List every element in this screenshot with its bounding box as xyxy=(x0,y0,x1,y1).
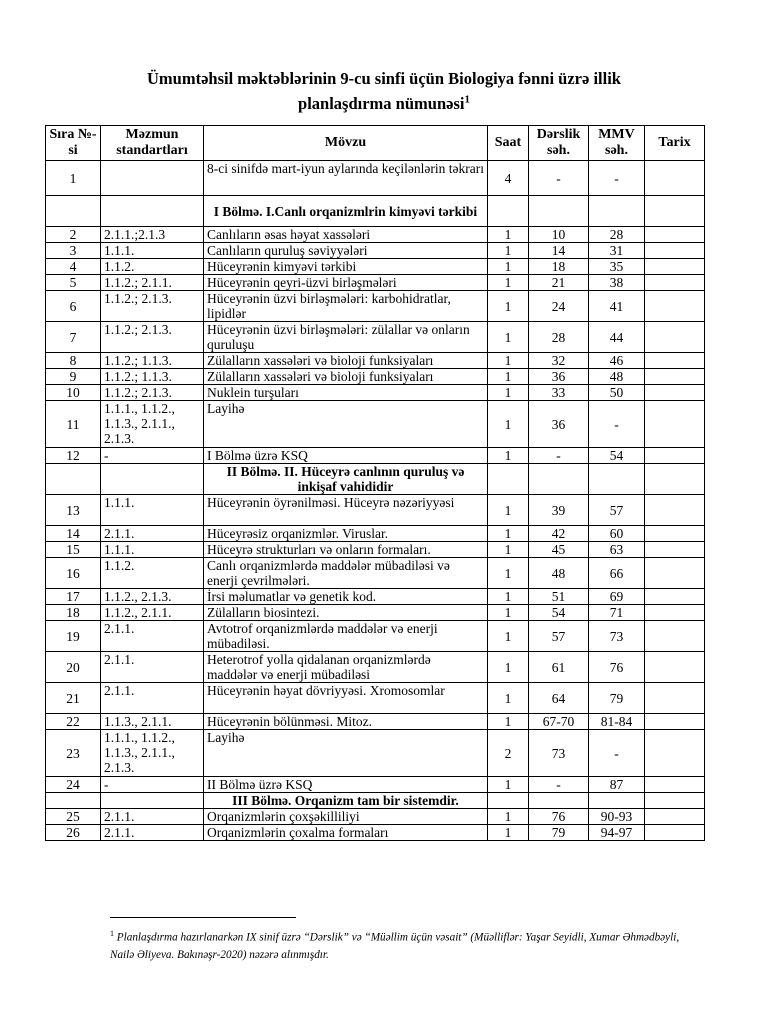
table-row xyxy=(46,730,705,777)
table-row xyxy=(46,809,705,825)
cell-mmv-page: 79 xyxy=(589,683,645,714)
cell-no: 13 xyxy=(46,495,101,526)
cell-no xyxy=(46,196,101,227)
cell-no xyxy=(46,793,101,809)
cell-textbook-page: 54 xyxy=(529,605,589,621)
cell-hours: 1 xyxy=(488,353,529,369)
cell-no: 1 xyxy=(46,161,101,196)
cell-mmv-page: 76 xyxy=(589,652,645,683)
cell-hours: 1 xyxy=(488,621,529,652)
section-row xyxy=(46,793,705,809)
cell-mmv-page: 57 xyxy=(589,495,645,526)
cell-date xyxy=(645,542,705,558)
cell-textbook-page: 64 xyxy=(529,683,589,714)
cell-no: 4 xyxy=(46,259,101,275)
cell-mmv-page: 81-84 xyxy=(589,714,645,730)
section-title: I Bölmə. I.Canlı orqanizmlrin kimyəvi tərkibi xyxy=(204,196,488,227)
cell-no: 26 xyxy=(46,825,101,841)
cell-mmv-page xyxy=(589,793,645,809)
cell-topic: II Bölmə üzrə KSQ xyxy=(204,777,488,793)
cell-hours: 1 xyxy=(488,259,529,275)
cell-topic: Hüceyrənin bölünməsi. Mitoz. xyxy=(204,714,488,730)
cell-topic: İrsi məlumatlar və genetik kod. xyxy=(204,589,488,605)
cell-mmv-page: 38 xyxy=(589,275,645,291)
cell-standards: 1.1.2., 2.1.3. xyxy=(101,589,204,605)
cell-standards: 2.1.1. xyxy=(101,621,204,652)
cell-hours: 1 xyxy=(488,448,529,464)
cell-no: 22 xyxy=(46,714,101,730)
footnote-reference: 1 xyxy=(464,93,470,106)
cell-textbook-page: 51 xyxy=(529,589,589,605)
cell-mmv-page: 69 xyxy=(589,589,645,605)
cell-topic: Hüceyrənin qeyri-üzvi birləşmələri xyxy=(204,275,488,291)
cell-standards xyxy=(101,793,204,809)
table-row xyxy=(46,227,705,243)
cell-textbook-page: - xyxy=(529,777,589,793)
cell-topic: Orqanizmlərin çoxalma formaları xyxy=(204,825,488,841)
cell-standards: - xyxy=(101,777,204,793)
cell-standards: 1.1.2.; 2.1.3. xyxy=(101,385,204,401)
cell-hours: 1 xyxy=(488,825,529,841)
document-title xyxy=(0,66,768,116)
cell-mmv-page: 31 xyxy=(589,243,645,259)
cell-topic: Canlıların əsas həyat xassələri xyxy=(204,227,488,243)
cell-topic: Layihə xyxy=(204,401,488,448)
cell-mmv-page: 50 xyxy=(589,385,645,401)
cell-standards: 1.1.3., 2.1.1. xyxy=(101,714,204,730)
cell-textbook-page xyxy=(529,793,589,809)
header-topic: Mövzu xyxy=(204,126,488,161)
cell-standards: 2.1.1. xyxy=(101,683,204,714)
table-row xyxy=(46,589,705,605)
cell-date xyxy=(645,777,705,793)
cell-date xyxy=(645,161,705,196)
cell-standards xyxy=(101,161,204,196)
cell-topic: I Bölmə üzrə KSQ xyxy=(204,448,488,464)
cell-standards: 2.1.1. xyxy=(101,526,204,542)
cell-standards: 1.1.2., 2.1.1. xyxy=(101,605,204,621)
cell-no: 15 xyxy=(46,542,101,558)
cell-standards xyxy=(101,196,204,227)
cell-textbook-page: 39 xyxy=(529,495,589,526)
table-row xyxy=(46,275,705,291)
cell-date xyxy=(645,448,705,464)
cell-hours: 1 xyxy=(488,714,529,730)
table-row xyxy=(46,385,705,401)
cell-hours xyxy=(488,196,529,227)
cell-date xyxy=(645,683,705,714)
cell-no: 19 xyxy=(46,621,101,652)
cell-no: 23 xyxy=(46,730,101,777)
table-row xyxy=(46,683,705,714)
cell-no: 11 xyxy=(46,401,101,448)
cell-textbook-page: 57 xyxy=(529,621,589,652)
cell-date xyxy=(645,825,705,841)
cell-mmv-page: 94-97 xyxy=(589,825,645,841)
cell-no: 21 xyxy=(46,683,101,714)
cell-standards: 1.1.2. xyxy=(101,558,204,589)
cell-no xyxy=(46,464,101,495)
cell-date xyxy=(645,809,705,825)
table-body xyxy=(46,161,705,841)
cell-mmv-page: 63 xyxy=(589,542,645,558)
cell-no: 18 xyxy=(46,605,101,621)
cell-date xyxy=(645,243,705,259)
table-row xyxy=(46,652,705,683)
cell-topic: Hüceyrənin öyrənilməsi. Hüceyrə nəzəriyyəsi xyxy=(204,495,488,526)
table-row xyxy=(46,259,705,275)
cell-hours: 1 xyxy=(488,227,529,243)
table-row xyxy=(46,714,705,730)
cell-hours: 1 xyxy=(488,526,529,542)
footnote xyxy=(110,925,702,964)
cell-hours: 1 xyxy=(488,777,529,793)
cell-hours: 1 xyxy=(488,385,529,401)
footnote-text: Planlaşdırma hazırlanarkən IX sinif üzrə “Dərslik” və “Müəllim üçün vəsait” (Müəlliflər: Yaşar Seyidli, Xumar Əhmədbəyli, Nailə Əliyeva. Bakınəşr-2020) nəzərə alınmışdır. xyxy=(110,931,680,961)
header-no: Sıra №-si xyxy=(46,126,101,161)
section-title: III Bölmə. Orqanizm tam bir sistemdir. xyxy=(204,793,488,809)
cell-textbook-page xyxy=(529,196,589,227)
cell-mmv-page xyxy=(589,464,645,495)
cell-date xyxy=(645,558,705,589)
cell-date xyxy=(645,353,705,369)
cell-mmv-page: 44 xyxy=(589,322,645,353)
table-row xyxy=(46,495,705,526)
cell-hours: 1 xyxy=(488,683,529,714)
cell-textbook-page: - xyxy=(529,161,589,196)
cell-date xyxy=(645,605,705,621)
cell-hours: 1 xyxy=(488,322,529,353)
cell-topic: 8-ci sinifdə mart-iyun aylarında keçilənlərin təkrarı xyxy=(204,161,488,196)
cell-textbook-page: 32 xyxy=(529,353,589,369)
cell-topic: Zülalların xassələri və bioloji funksiyaları xyxy=(204,369,488,385)
cell-date xyxy=(645,464,705,495)
title-line-2-text: planlaşdırma nümunəsi xyxy=(298,94,465,113)
footnote-divider xyxy=(110,917,296,918)
cell-no: 24 xyxy=(46,777,101,793)
cell-mmv-page: 60 xyxy=(589,526,645,542)
cell-mmv-page: 46 xyxy=(589,353,645,369)
cell-topic: Zülalların biosintezi. xyxy=(204,605,488,621)
cell-mmv-page: 90-93 xyxy=(589,809,645,825)
cell-date xyxy=(645,526,705,542)
cell-standards: 1.1.2.; 2.1.3. xyxy=(101,322,204,353)
table-row xyxy=(46,353,705,369)
cell-date xyxy=(645,793,705,809)
cell-topic: Hüceyrənin həyat dövriyyəsi. Xromosomlar xyxy=(204,683,488,714)
cell-standards: - xyxy=(101,448,204,464)
cell-mmv-page: - xyxy=(589,730,645,777)
cell-mmv-page: - xyxy=(589,401,645,448)
footnote-mark: 1 xyxy=(110,929,114,938)
cell-standards xyxy=(101,464,204,495)
cell-textbook-page: 45 xyxy=(529,542,589,558)
cell-date xyxy=(645,730,705,777)
cell-textbook-page: 36 xyxy=(529,401,589,448)
cell-no: 17 xyxy=(46,589,101,605)
cell-mmv-page: 87 xyxy=(589,777,645,793)
table-row xyxy=(46,243,705,259)
cell-date xyxy=(645,495,705,526)
cell-topic: Orqanizmlərin çoxşəkilliliyi xyxy=(204,809,488,825)
cell-textbook-page: 21 xyxy=(529,275,589,291)
cell-textbook-page: 67-70 xyxy=(529,714,589,730)
cell-mmv-page: 35 xyxy=(589,259,645,275)
cell-topic: Canlıların quruluş səviyyələri xyxy=(204,243,488,259)
cell-hours: 4 xyxy=(488,161,529,196)
cell-standards: 2.1.1. xyxy=(101,809,204,825)
cell-date xyxy=(645,369,705,385)
cell-hours: 1 xyxy=(488,275,529,291)
cell-textbook-page: 10 xyxy=(529,227,589,243)
cell-standards: 1.1.2.; 2.1.1. xyxy=(101,275,204,291)
cell-date xyxy=(645,275,705,291)
header-textbook-page: Dərslik səh. xyxy=(529,126,589,161)
cell-textbook-page: 61 xyxy=(529,652,589,683)
cell-textbook-page: 36 xyxy=(529,369,589,385)
cell-topic: Layihə xyxy=(204,730,488,777)
cell-textbook-page: 14 xyxy=(529,243,589,259)
table-row xyxy=(46,369,705,385)
section-title: II Bölmə. II. Hüceyrə canlının quruluş və inkişaf vahididir xyxy=(204,464,488,495)
cell-textbook-page: 18 xyxy=(529,259,589,275)
section-row xyxy=(46,464,705,495)
cell-hours: 1 xyxy=(488,369,529,385)
cell-no: 20 xyxy=(46,652,101,683)
cell-textbook-page: 28 xyxy=(529,322,589,353)
table-row xyxy=(46,291,705,322)
cell-mmv-page: 54 xyxy=(589,448,645,464)
cell-date xyxy=(645,259,705,275)
cell-mmv-page: 28 xyxy=(589,227,645,243)
cell-textbook-page: 24 xyxy=(529,291,589,322)
header-date: Tarix xyxy=(645,126,705,161)
cell-hours: 1 xyxy=(488,605,529,621)
cell-date xyxy=(645,385,705,401)
cell-textbook-page: 76 xyxy=(529,809,589,825)
header-hours: Saat xyxy=(488,126,529,161)
cell-textbook-page: 79 xyxy=(529,825,589,841)
cell-hours: 1 xyxy=(488,243,529,259)
cell-standards: 1.1.2.; 1.1.3. xyxy=(101,369,204,385)
table-row xyxy=(46,605,705,621)
cell-date xyxy=(645,589,705,605)
cell-hours: 1 xyxy=(488,809,529,825)
cell-no: 9 xyxy=(46,369,101,385)
cell-topic: Hüceyrənin üzvi birləşmələri: zülallar və onların quruluşu xyxy=(204,322,488,353)
cell-date xyxy=(645,322,705,353)
cell-topic: Avtotrof orqanizmlərdə maddələr və enerji mübadiləsi. xyxy=(204,621,488,652)
cell-hours: 2 xyxy=(488,730,529,777)
cell-no: 25 xyxy=(46,809,101,825)
cell-date xyxy=(645,714,705,730)
cell-no: 12 xyxy=(46,448,101,464)
cell-date xyxy=(645,621,705,652)
cell-standards: 1.1.1. xyxy=(101,542,204,558)
table-row xyxy=(46,322,705,353)
cell-hours: 1 xyxy=(488,291,529,322)
cell-no: 16 xyxy=(46,558,101,589)
cell-standards: 1.1.2.; 1.1.3. xyxy=(101,353,204,369)
cell-topic: Nuklein turşuları xyxy=(204,385,488,401)
cell-hours: 1 xyxy=(488,589,529,605)
cell-hours: 1 xyxy=(488,495,529,526)
table-row xyxy=(46,558,705,589)
cell-standards: 1.1.1., 1.1.2., 1.1.3., 2.1.1., 2.1.3. xyxy=(101,401,204,448)
cell-textbook-page: 48 xyxy=(529,558,589,589)
cell-mmv-page: 71 xyxy=(589,605,645,621)
cell-no: 5 xyxy=(46,275,101,291)
table-row xyxy=(46,448,705,464)
cell-mmv-page: 73 xyxy=(589,621,645,652)
cell-hours: 1 xyxy=(488,542,529,558)
cell-standards: 1.1.2.; 2.1.3. xyxy=(101,291,204,322)
cell-no: 10 xyxy=(46,385,101,401)
section-row xyxy=(46,196,705,227)
cell-standards: 1.1.1. xyxy=(101,243,204,259)
cell-topic: Canlı orqanizmlərdə maddələr mübadiləsi və enerji çevrilmələri. xyxy=(204,558,488,589)
cell-standards: 2.1.1. xyxy=(101,825,204,841)
cell-hours: 1 xyxy=(488,401,529,448)
cell-mmv-page: 41 xyxy=(589,291,645,322)
cell-no: 8 xyxy=(46,353,101,369)
cell-topic: Heterotrof yolla qidalanan orqanizmlərdə maddələr və enerji mübadiləsi xyxy=(204,652,488,683)
cell-textbook-page: 73 xyxy=(529,730,589,777)
cell-standards: 1.1.1. xyxy=(101,495,204,526)
cell-date xyxy=(645,291,705,322)
cell-textbook-page xyxy=(529,464,589,495)
table-row xyxy=(46,401,705,448)
cell-standards: 2.1.1. xyxy=(101,652,204,683)
cell-hours xyxy=(488,464,529,495)
cell-textbook-page: 33 xyxy=(529,385,589,401)
cell-textbook-page: - xyxy=(529,448,589,464)
cell-standards: 1.1.1., 1.1.2., 1.1.3., 2.1.1., 2.1.3. xyxy=(101,730,204,777)
table-row xyxy=(46,161,705,196)
table-row xyxy=(46,542,705,558)
table-row xyxy=(46,526,705,542)
cell-no: 6 xyxy=(46,291,101,322)
title-line-1: Ümumtəhsil məktəblərinin 9-cu sinfi üçün Biologiya fənni üzrə illik xyxy=(147,69,621,88)
table-row xyxy=(46,825,705,841)
cell-hours: 1 xyxy=(488,558,529,589)
header-mmv-page: MMV səh. xyxy=(589,126,645,161)
title-line-2 xyxy=(0,91,768,116)
cell-date xyxy=(645,652,705,683)
cell-topic: Hüceyrənin kimyəvi tərkibi xyxy=(204,259,488,275)
cell-no: 14 xyxy=(46,526,101,542)
table-header-row xyxy=(46,126,705,161)
cell-standards: 1.1.2. xyxy=(101,259,204,275)
cell-date xyxy=(645,196,705,227)
cell-mmv-page: 48 xyxy=(589,369,645,385)
cell-topic: Hüceyrənin üzvi birləşmələri: karbohidratlar, lipidlər xyxy=(204,291,488,322)
cell-date xyxy=(645,401,705,448)
header-standards: Məzmun standartları xyxy=(101,126,204,161)
planning-table xyxy=(45,125,705,841)
cell-textbook-page: 42 xyxy=(529,526,589,542)
cell-date xyxy=(645,227,705,243)
table-row xyxy=(46,777,705,793)
cell-no: 3 xyxy=(46,243,101,259)
cell-no: 2 xyxy=(46,227,101,243)
cell-hours: 1 xyxy=(488,652,529,683)
cell-mmv-page: 66 xyxy=(589,558,645,589)
cell-topic: Hüceyrə strukturları və onların formaları. xyxy=(204,542,488,558)
cell-no: 7 xyxy=(46,322,101,353)
cell-topic: Zülalların xassələri və bioloji funksiyaları xyxy=(204,353,488,369)
cell-standards: 2.1.1.;2.1.3 xyxy=(101,227,204,243)
cell-mmv-page xyxy=(589,196,645,227)
cell-hours xyxy=(488,793,529,809)
cell-mmv-page: - xyxy=(589,161,645,196)
cell-topic: Hüceyrəsiz orqanizmlər. Viruslar. xyxy=(204,526,488,542)
table-row xyxy=(46,621,705,652)
